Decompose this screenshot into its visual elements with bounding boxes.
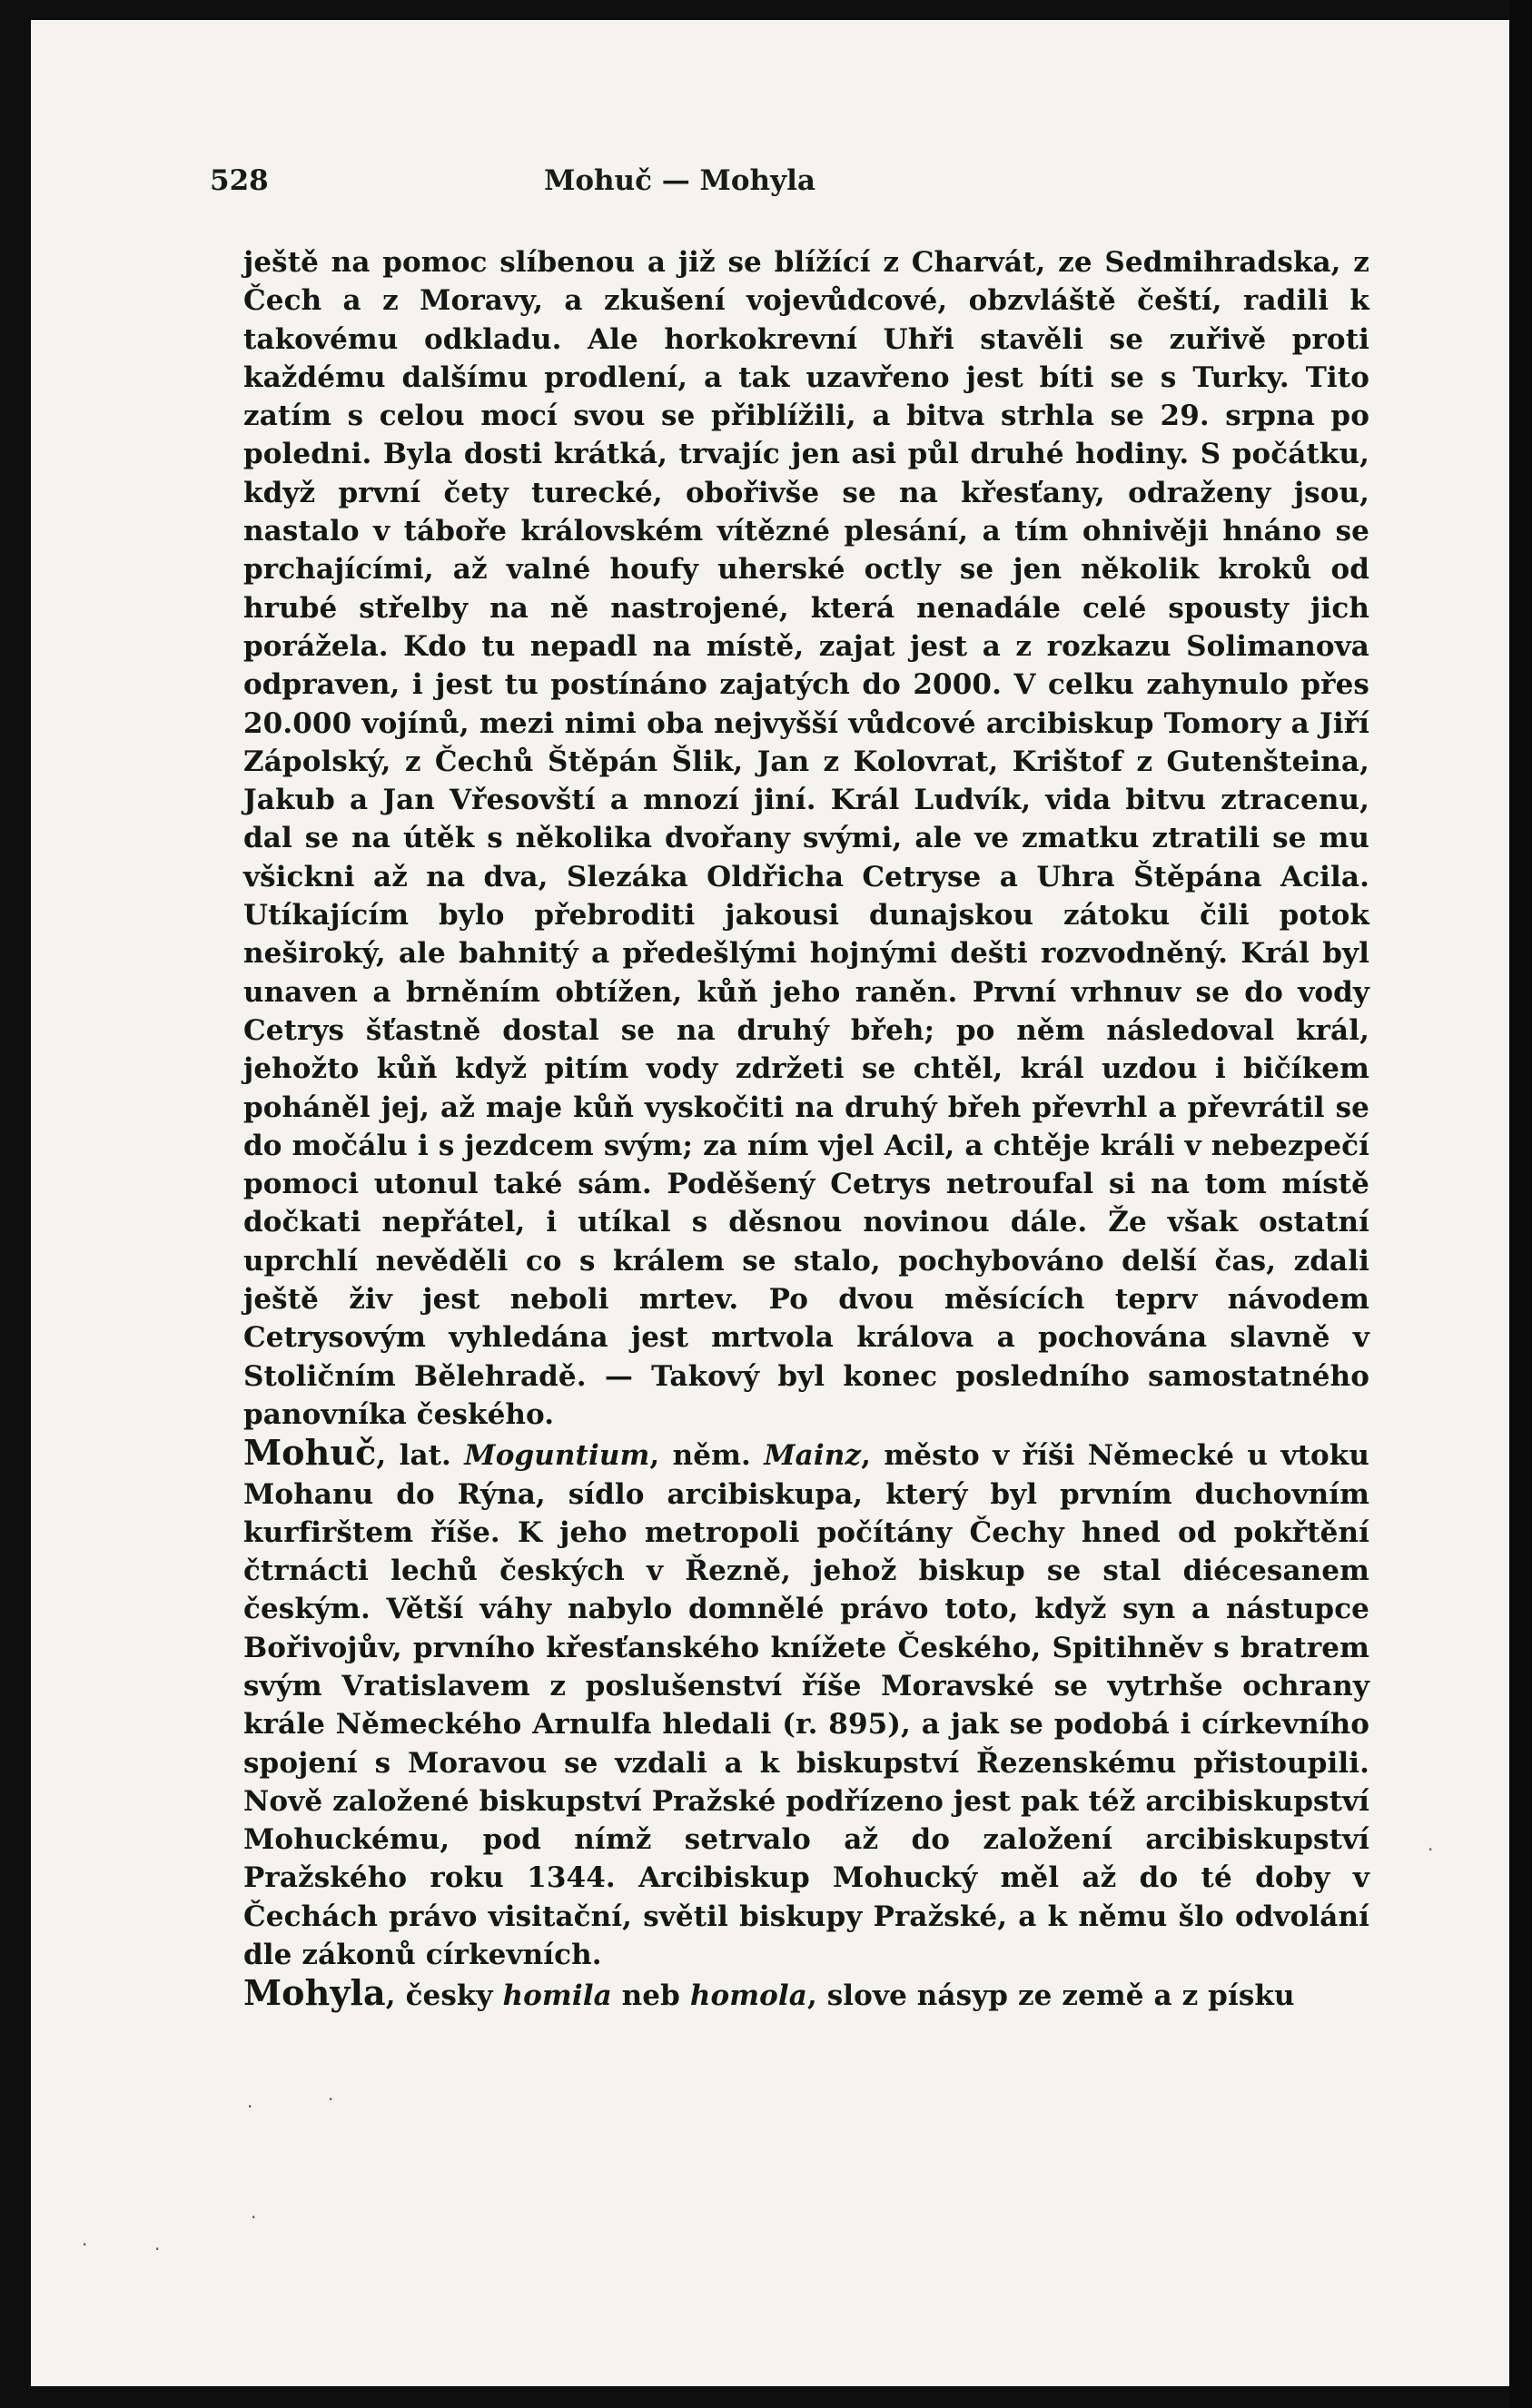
page-header [210, 164, 1372, 210]
body-text [243, 243, 1369, 2016]
page-number: 528 [210, 164, 269, 197]
speck: · [82, 2234, 88, 2255]
speck: · [154, 2238, 161, 2260]
entry-mohuc-text-1: , lat. [376, 1439, 465, 1473]
entry-mohyla-text-3: , slove násyp ze země a z písku [806, 1979, 1295, 2013]
entry-mohyla [243, 1974, 1369, 2015]
headword-mohuc: Mohuč [243, 1432, 377, 1474]
entry-mohuc [243, 1434, 1369, 1974]
speck: · [247, 2096, 253, 2117]
speck: · [328, 2088, 334, 2110]
czech-name-2: homola [689, 1979, 807, 2013]
german-name: Mainz [764, 1439, 862, 1473]
scan-edge [1509, 0, 1532, 2408]
latin-name: Moguntium [464, 1439, 650, 1473]
entry-mohyla-text-2: neb [611, 1979, 690, 2013]
entry-mohyla-text-1: , česky [385, 1979, 503, 2013]
continuation-paragraph: ještě na pomoc slíbenou a již se blížící z Charvát, ze Sedmihradska, z Čech a z Moravy, a zkušení vojevůdcové, obzvláště čeští, radili k takovému odkladu. Ale horkokrevní Uhři stavěli se zuřivě proti každému dalšímu prodlení, a tak uzavřeno jest bíti se s Turky. Tito zatím s celou mocí svou se přiblížili, a bitva strhla se 29. srpna po poledni. Byla dosti krátká, trvajíc jen asi půl druhé hodiny. S počátku, když první čety turecké, obořivše se na křesťany, odraženy jsou, nastalo v táboře královském vítězné plesání, a tím ohnivěji hnáno se prchajícími, až valné houfy uherské octly se jen několik kroků od hrubé střelby na ně nastrojené, která nenadále celé spousty jich porážela. Kdo tu nepadl na místě, zajat jest a z rozkazu Solimanova odpraven, i jest tu postínáno zajatých do 2000. V celku zahynulo přes 20.000 vojínů, mezi nimi oba nejvyšší vůdcové arcibiskup Tomory a Jiří Zápolský, z Čechů Štěpán Šlik, Jan z Kolovrat, Krištof z Gutenšteina, Jakub a Jan Vřesovští a mnozí jiní. Král Ludvík, vida bitvu ztracenu, dal se na útěk s několika dvořany svými, ale ve zmatku ztratili se mu všickni až na dva, Slezáka Oldřicha Cetryse a Uhra Štěpána Acila. Utíkajícím bylo přebroditi jakousi dunajskou zátoku čili potok neširoký, ale bahnitý a předešlými hojnými dešti rozvodněný. Král byl unaven a brněním obtížen, kůň jeho raněn. První vrhnuv se do vody Cetrys šťastně dostal se na druhý břeh; po něm následoval král, jehožto kůň když pitím vody zdržeti se chtěl, král uzdou i bičíkem poháněl jej, až maje kůň vyskočiti na druhý břeh převrhl a převrátil se do močálu i s jezdcem svým; za ním vjel Acil, a chtěje králi v nebezpečí pomoci utonul také sám. Poděšený Cetrys netroufal si na tom místě dočkati nepřátel, i utíkal s děsnou novinou dále. Že však ostatní uprchlí nevěděli co s králem se stalo, pochybováno delší čas, zdali ještě živ jest neboli mrtev. Po dvou měsících teprv návodem Cetrysovým vyhledána jest mrtvola králova a pochována slavně v Stoličním Bělehradě. — Takový byl konec posledního samostatného panovníka českého. [243, 246, 1369, 1431]
entry-mohuc-text-3: , město v říši Německé u vtoku Mohanu do Rýna, sídlo arcibiskupa, který byl prvním duchovním kurfirštem říše. K jeho metropoli počítány Čechy hned od pokřtění čtrnácti lechů českých v Řezně, jehož biskup se stal diécesanem českým. Větší váhy nabylo domnělé právo toto, když syn a nástupce Bořivojův, prvního křesťanského knížete Českého, Spitihněv s bratrem svým Vratislavem z poslušenství říše Moravské se vytrhše ochrany krále Německého Arnulfa hledali (r. 895), a jak se podobá i církevního spojení s Moravou se vzdali a k biskupství Řezenskému přistoupili. Nově založené biskupství Pražské podřízeno jest pak též arcibiskupství Mohuckému, pod nímž setrvalo až do založení arcibiskupství Pražského roku 1344. Arcibiskup Mohucký měl až do té doby v Čechách právo visitační, světil biskupy Pražské, a k němu šlo odvolání dle zákonů církevních. [243, 1439, 1369, 1972]
headword-mohyla: Mohyla [243, 1972, 386, 2014]
running-head: Mohuč — Mohyla [544, 164, 815, 197]
entry-mohuc-text-2: , něm. [649, 1439, 765, 1473]
czech-name-1: homila [502, 1979, 612, 2013]
speck: · [251, 2206, 257, 2228]
speck: · [1428, 1839, 1434, 1860]
